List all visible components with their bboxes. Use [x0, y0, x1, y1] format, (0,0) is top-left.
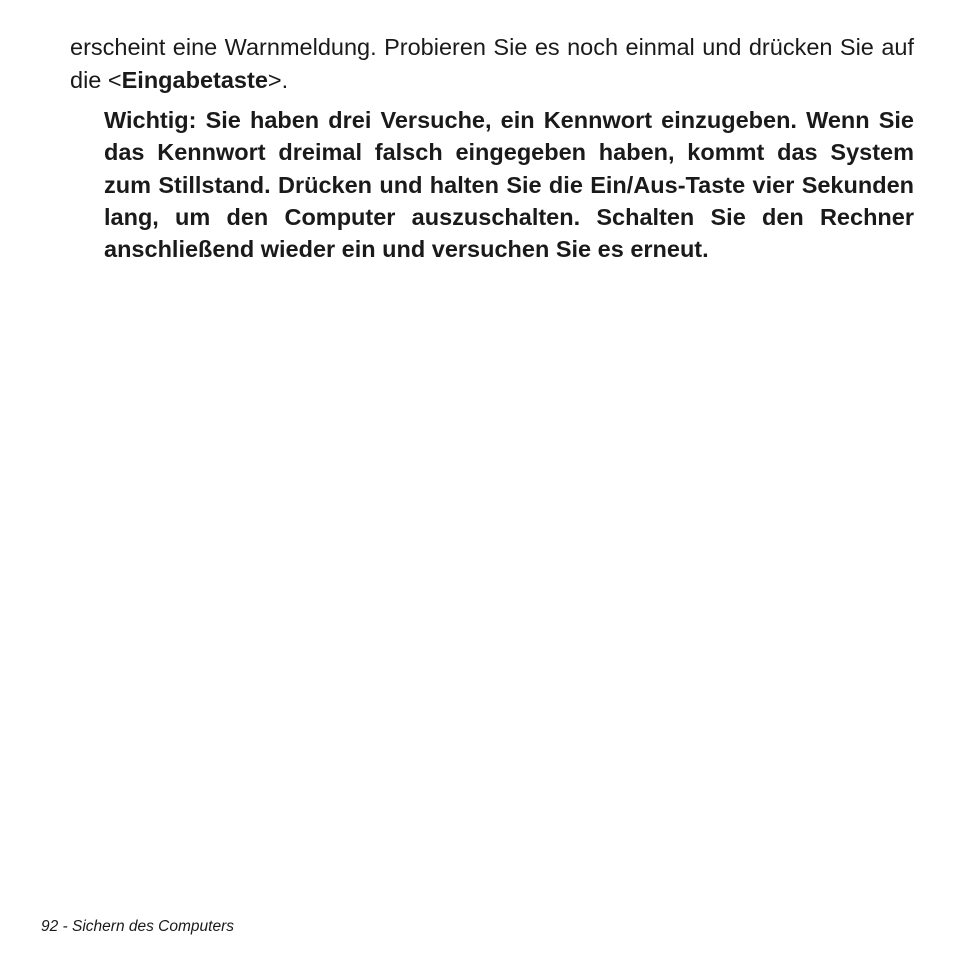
- page-footer: 92 - Sichern des Computers: [41, 918, 234, 935]
- key-name-eingabetaste: Eingabetaste: [121, 66, 268, 93]
- paragraph-text-suffix: >.: [267, 66, 289, 93]
- important-note: Wichtig: Sie haben drei Versuche, ein Kennwort einzugeben. Wenn Sie das Kennwort dreimal falsch eingegeben haben, kommt das System zum Stillstand. Drücken und halten Sie die Ein/Aus-Taste vier Sekunden lang, um den Computer auszuschalten. Schalten Sie den Rechner anschließend wieder ein und versuchen Sie es erneut.: [104, 107, 914, 263]
- paragraph-text-prefix: erscheint eine Warnmeldung. Probieren Sie es noch einmal und drücken Sie auf die <: [70, 34, 914, 93]
- body-paragraph: [70, 31, 914, 96]
